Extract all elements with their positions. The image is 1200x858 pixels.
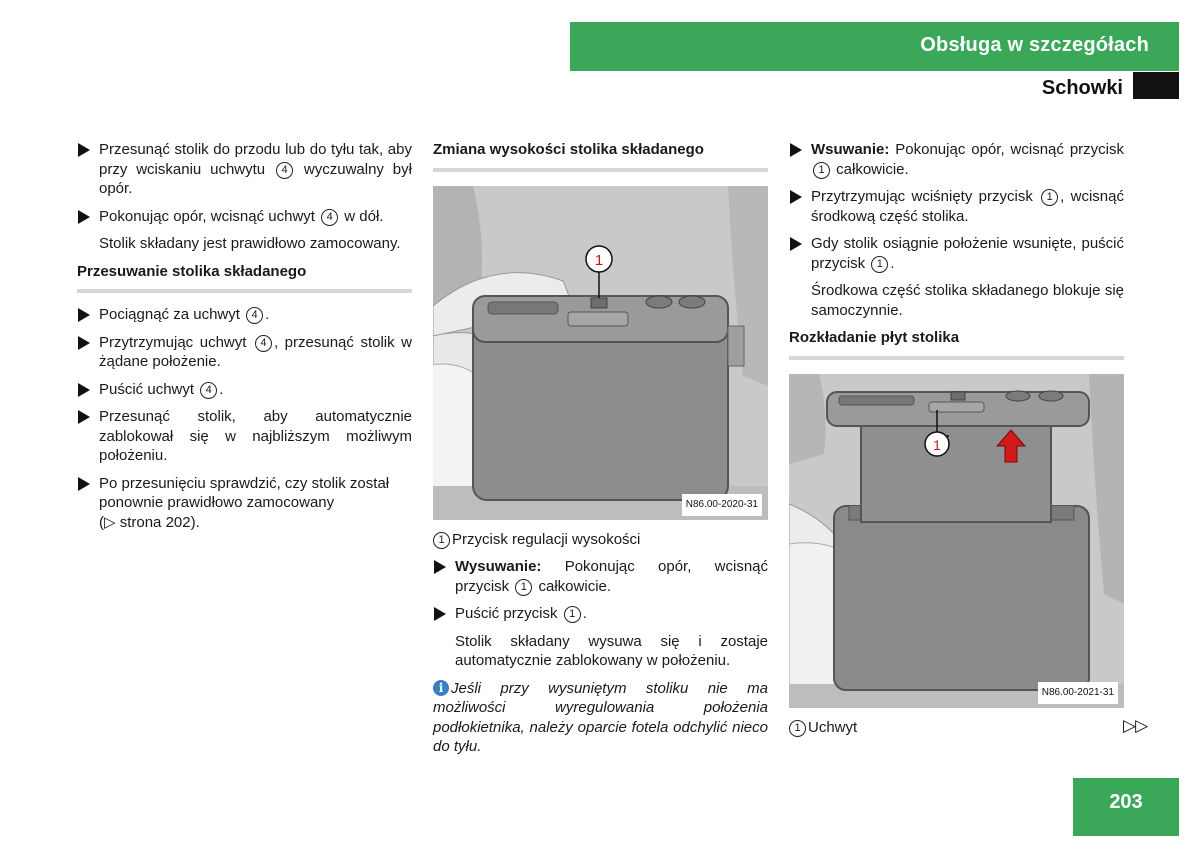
step-arrow-icon	[78, 308, 90, 322]
table-folded-illustration	[433, 186, 768, 520]
step-arrow-icon	[78, 336, 90, 350]
figure-code: N86.00-2020-31	[682, 494, 762, 516]
step-text: Przytrzymując uchwyt	[99, 333, 253, 351]
step-text: .	[582, 605, 587, 622]
instruction-step	[789, 234, 1124, 273]
caption-text: Uchwyt	[808, 718, 858, 736]
info-text: Jeśli przy wysuniętym stoliku nie ma możliwości wyregulowania położenia podłokietnika, należy oparcie fotela odchylić nieco do tyłu.	[433, 679, 768, 755]
step-arrow-icon	[790, 143, 802, 157]
column-right	[789, 140, 1124, 745]
step-text: .	[219, 380, 224, 398]
section-title: Schowki	[1041, 77, 1123, 99]
figure-height-adjust	[433, 186, 768, 520]
page-ref-paren: (	[99, 513, 104, 531]
callout-number: 1	[564, 606, 581, 623]
step-arrow-icon	[78, 477, 90, 491]
instruction-step	[77, 333, 412, 372]
result-note: Stolik składany wysuwa się i zostaje automatycznie zablokowany w położeniu.	[455, 632, 768, 669]
instruction-step	[77, 140, 412, 199]
result-note: Stolik składany jest prawidłowo zamocowany.	[99, 235, 401, 252]
step-text: Przytrzymując wciśnięty przycisk	[811, 188, 1040, 205]
callout-number: 1	[515, 579, 532, 596]
figure-marker: 1	[933, 436, 941, 453]
instruction-step	[77, 407, 412, 466]
step-text: w dół.	[340, 207, 384, 225]
instruction-step	[433, 604, 768, 624]
step-text: Gdy stolik osiągnie położenie wsunięte, puścić przycisk	[811, 235, 1124, 272]
step-text: Przesunąć stolik, aby automatycznie zablokował się w najbliższym możliwym położeniu.	[99, 408, 412, 464]
chapter-header-bar	[570, 22, 1179, 71]
step-text: Po przesunięciu sprawdzić, czy stolik został ponownie prawidłowo zamocowany	[99, 474, 390, 511]
step-label: Wsuwanie:	[811, 141, 890, 158]
callout-number: 1	[433, 532, 450, 549]
instruction-step	[77, 305, 412, 325]
callout-number: 4	[255, 335, 272, 352]
callout-number: 1	[1041, 189, 1058, 206]
step-text: Pokonując opór, wcisnąć uchwyt	[99, 207, 320, 225]
result-note: Środkowa część stolika składanego blokuje się samoczynnie.	[811, 282, 1124, 319]
step-arrow-icon	[78, 410, 90, 424]
section-heading: Przesuwanie stolika składanego	[77, 262, 412, 294]
step-arrow-icon	[78, 383, 90, 397]
step-arrow-icon	[78, 210, 90, 224]
step-arrow-icon	[434, 560, 446, 574]
step-arrow-icon	[790, 190, 802, 204]
step-text: Pociągnąć za uchwyt	[99, 306, 245, 323]
step-text: całkowicie.	[832, 160, 909, 178]
step-arrow-icon	[790, 237, 802, 251]
callout-number: 4	[200, 382, 217, 399]
instruction-step	[789, 187, 1124, 226]
instruction-step	[77, 207, 412, 227]
callout-number: 1	[813, 162, 830, 179]
info-note	[433, 679, 768, 757]
section-marker-block	[1133, 72, 1179, 99]
figure-code: N86.00-2021-31	[1038, 682, 1118, 704]
page-number: 203	[1109, 791, 1143, 813]
figure-table-panels	[789, 374, 1124, 708]
step-text: Pokonując opór, wcisnąć przycisk	[455, 558, 768, 595]
step-text: Puścić przycisk	[455, 605, 562, 622]
chapter-title: Obsługa w szczegółach	[920, 34, 1149, 56]
figure-caption	[789, 718, 1124, 738]
step-arrow-icon	[78, 143, 90, 157]
callout-number: 1	[871, 256, 888, 273]
column-left	[77, 140, 412, 540]
step-text: Pokonując opór, wcisnąć przycisk	[889, 141, 1124, 158]
figure-caption	[433, 530, 768, 550]
callout-number: 4	[321, 209, 338, 226]
step-text: .	[890, 254, 895, 272]
page-number-box	[1073, 778, 1179, 836]
step-text: Przesunąć stolik do przodu lub do tyłu tak, aby przy wciskaniu uchwytu	[99, 141, 412, 178]
section-heading: Rozkładanie płyt stolika	[789, 328, 1124, 360]
step-text: .	[265, 306, 270, 323]
step-text: , wcisnąć środkową część stolika.	[811, 188, 1124, 225]
step-arrow-icon	[434, 607, 446, 621]
page-ref-arrow-icon[interactable]: ▷	[104, 513, 116, 531]
info-icon: i	[433, 680, 449, 696]
step-text: Puścić uchwyt	[99, 380, 199, 398]
section-heading: Zmiana wysokości stolika składanego	[433, 140, 768, 172]
step-text: , przesunąć stolik w żądane położenie.	[99, 333, 412, 370]
caption-text: Przycisk regulacji wysokości	[452, 530, 641, 548]
instruction-step	[77, 380, 412, 400]
step-text: wyczuwalny był opór.	[99, 160, 412, 197]
continue-arrows-icon: ▷▷	[1123, 716, 1148, 735]
callout-number: 4	[276, 162, 293, 179]
callout-number: 1	[789, 720, 806, 737]
page-ref-link[interactable]: strona 202).	[115, 513, 200, 531]
step-text: całkowicie.	[534, 577, 612, 595]
table-extended-illustration	[789, 374, 1124, 708]
step-label: Wysuwanie:	[455, 558, 542, 575]
instruction-step	[789, 140, 1124, 179]
callout-number: 4	[246, 307, 263, 324]
figure-marker: 1	[594, 251, 604, 269]
column-middle	[433, 140, 768, 757]
instruction-step	[77, 474, 412, 533]
instruction-step	[433, 557, 768, 596]
